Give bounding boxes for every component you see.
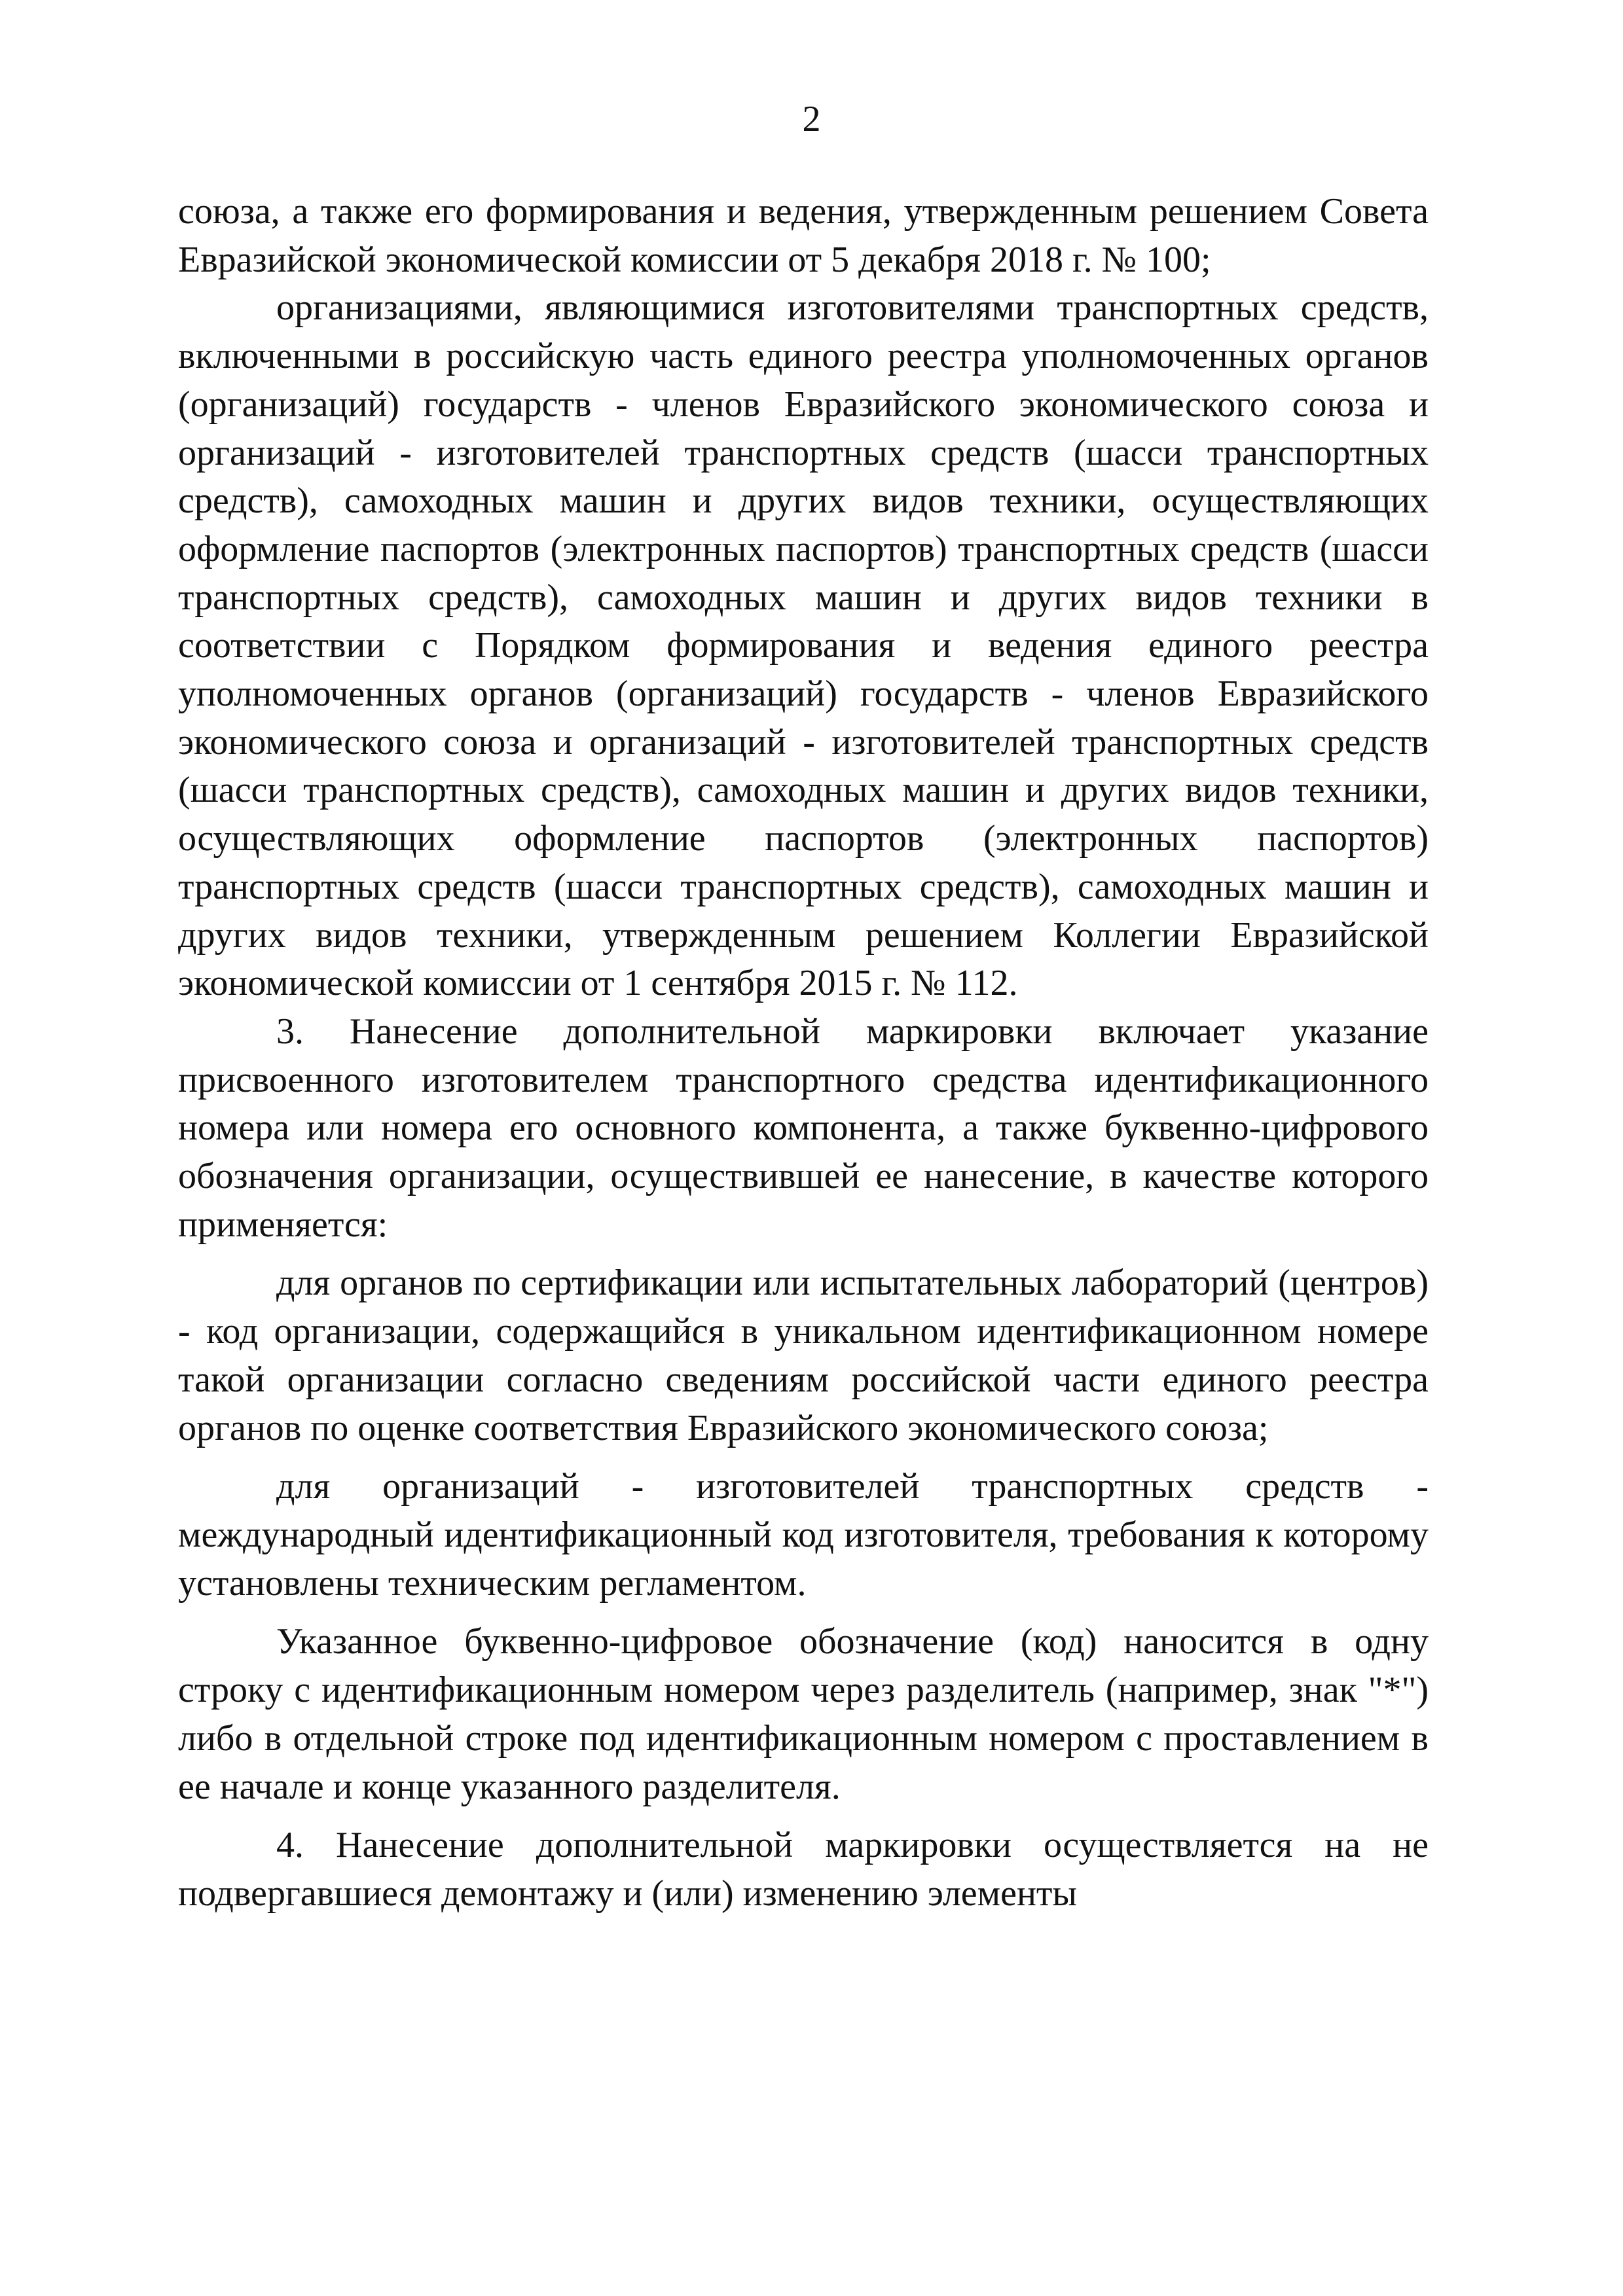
paragraph-code-placement: Указанное буквенно-цифровое обозначение (код) наносится в одну строку с идентификационным номером через разделитель (например, знак "*") либо в отдельной строке под идентификационным номером с проставлением в ее начале и конце указанного разделителя. [178,1621,1429,1807]
paragraph-item-4: 4. Нанесение дополнительной маркировки осуществляется на не подвергавшиеся демонтажу и (или) изменению элементы [178,1825,1429,1914]
paragraph-item-3: 3. Нанесение дополнительной маркировки включает указание присвоенного изготовителем транспортного средства идентификационного номера или номера его основного компонента, а также буквенно-цифрового обозначения организации, осуществившей ее нанесение, в качестве которого применяется: [178,1011,1429,1245]
document-body [178,188,1429,1918]
paragraph-manufacturers-list-item: организациями, являющимися изготовителями транспортных средств, включенными в российскую часть единого реестра уполномоченных органов (организаций) государств - членов Евразийского экономического союза и организаций - изготовителей транспортных средств (шасси транспортных средств), самоходных машин и других видов техники, осуществляющих оформление паспортов (электронных паспортов) транспортных средств (шасси транспортных средств), самоходных машин и других видов техники в соответствии с Порядком формирования и ведения единого реестра уполномоченных органов (организаций) государств - членов Евразийского экономического союза и организаций - изготовителей транспортных средств (шасси транспортных средств), самоходных машин и других видов техники, осуществляющих оформление паспортов (электронных паспортов) транспортных средств (шасси транспортных средств), самоходных машин и других видов техники, утвержденным решением Коллегии Евразийской экономической комиссии от 1 сентября 2015 г. № 112. [178,287,1429,1004]
paragraph-vehicle-manufacturers: для организаций - изготовителей транспортных средств - международный идентификационный код изготовителя, требования к которому установлены техническим регламентом. [178,1466,1429,1604]
page-number: 2 [802,99,821,139]
paragraph-certification-bodies: для органов по сертификации или испытательных лабораторий (центров) - код организации, содержащийся в уникальном идентификационном номере такой организации согласно сведениям российской части единого реестра органов по оценке соответствия Евразийского экономического союза; [178,1263,1429,1448]
paragraph-continuation: союза, а также его формирования и ведения, утвержденным решением Совета Евразийской экономической комиссии от 5 декабря 2018 г. № 100; [178,191,1429,280]
